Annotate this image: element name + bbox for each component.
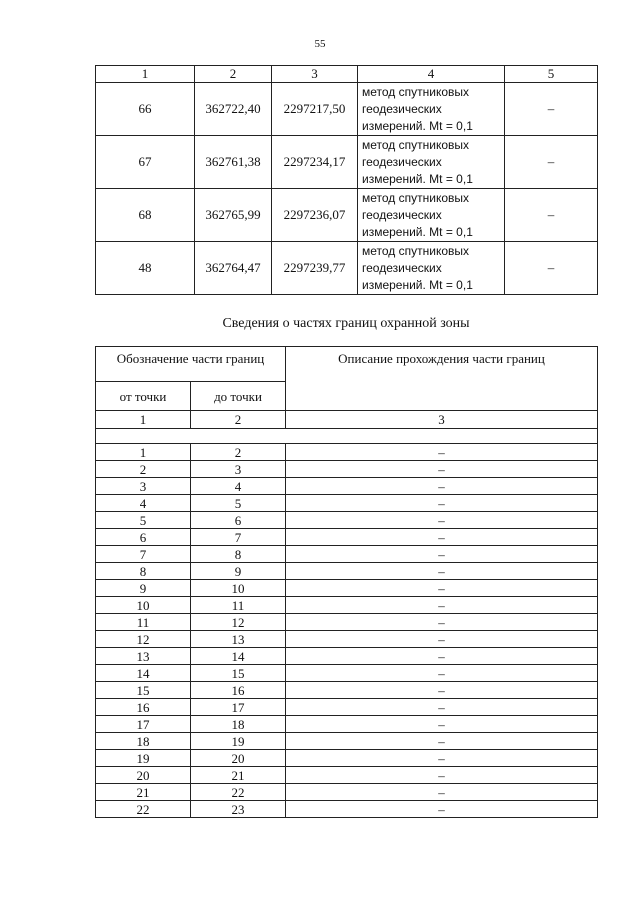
coordinate-x: 362765,99 xyxy=(195,189,272,242)
to-point-cell: 11 xyxy=(191,597,286,614)
from-point-cell: 8 xyxy=(96,563,191,580)
to-point-cell: 13 xyxy=(191,631,286,648)
description-cell: – xyxy=(286,478,598,495)
to-point-cell: 10 xyxy=(191,580,286,597)
table-row xyxy=(96,580,598,597)
method-line: метод спутниковых xyxy=(362,84,470,99)
table-row xyxy=(96,242,598,295)
to-point-cell: 2 xyxy=(191,444,286,461)
to-point-cell: 6 xyxy=(191,512,286,529)
to-point-cell: 5 xyxy=(191,495,286,512)
description-cell: – xyxy=(286,648,598,665)
coordinate-y: 2297236,07 xyxy=(272,189,358,242)
from-point-cell: 21 xyxy=(96,784,191,801)
description-cell: – xyxy=(286,665,598,682)
method-line: измерений. Mt = 0,1 xyxy=(362,171,473,186)
table-row xyxy=(96,699,598,716)
from-point-cell: 20 xyxy=(96,767,191,784)
to-point-cell: 22 xyxy=(191,784,286,801)
from-point-cell: 3 xyxy=(96,478,191,495)
method-cell xyxy=(358,189,505,242)
description-cell: – xyxy=(286,563,598,580)
coordinate-x: 362761,38 xyxy=(195,136,272,189)
coordinate-y: 2297234,17 xyxy=(272,136,358,189)
empty-row xyxy=(96,429,598,444)
table-row xyxy=(96,461,598,478)
coordinate-x: 362764,47 xyxy=(195,242,272,295)
empty-cell xyxy=(96,429,598,444)
table-row xyxy=(96,512,598,529)
table-row xyxy=(96,682,598,699)
method-line: измерений. Mt = 0,1 xyxy=(362,224,473,239)
column-number: 2 xyxy=(195,66,272,83)
to-point-cell: 23 xyxy=(191,801,286,818)
to-point-cell: 19 xyxy=(191,733,286,750)
description-cell: – xyxy=(286,546,598,563)
table-row xyxy=(96,136,598,189)
to-point-cell: 4 xyxy=(191,478,286,495)
table-row xyxy=(96,733,598,750)
from-point-cell: 4 xyxy=(96,495,191,512)
from-point-cell: 11 xyxy=(96,614,191,631)
description-cell: – xyxy=(286,682,598,699)
header-boundary-description: Описание прохождения части границ xyxy=(286,347,598,411)
from-point-cell: 10 xyxy=(96,597,191,614)
method-line: геодезических xyxy=(362,260,442,275)
description-cell: – xyxy=(286,597,598,614)
to-point-cell: 17 xyxy=(191,699,286,716)
header-from-point: от точки xyxy=(96,382,191,411)
from-point-cell: 16 xyxy=(96,699,191,716)
column-number: 1 xyxy=(96,411,191,429)
method-cell xyxy=(358,83,505,136)
method-line: метод спутниковых xyxy=(362,137,470,152)
to-point-cell: 14 xyxy=(191,648,286,665)
description-cell: – xyxy=(286,750,598,767)
method-cell xyxy=(358,136,505,189)
description-cell: – xyxy=(286,444,598,461)
from-point-cell: 14 xyxy=(96,665,191,682)
note-cell: – xyxy=(505,83,598,136)
point-number: 48 xyxy=(96,242,195,295)
from-point-cell: 2 xyxy=(96,461,191,478)
method-line: геодезических xyxy=(362,101,442,116)
column-number: 4 xyxy=(358,66,505,83)
to-point-cell: 8 xyxy=(191,546,286,563)
coordinates-table xyxy=(95,65,598,295)
to-point-cell: 21 xyxy=(191,767,286,784)
from-point-cell: 17 xyxy=(96,716,191,733)
note-cell: – xyxy=(505,136,598,189)
from-point-cell: 6 xyxy=(96,529,191,546)
to-point-cell: 7 xyxy=(191,529,286,546)
from-point-cell: 7 xyxy=(96,546,191,563)
description-cell: – xyxy=(286,699,598,716)
table-row xyxy=(96,563,598,580)
from-point-cell: 18 xyxy=(96,733,191,750)
table-row xyxy=(96,716,598,733)
header-to-point: до точки xyxy=(191,382,286,411)
table-row xyxy=(96,444,598,461)
description-cell: – xyxy=(286,631,598,648)
description-cell: – xyxy=(286,767,598,784)
table-row xyxy=(96,546,598,563)
method-line: метод спутниковых xyxy=(362,243,470,258)
column-number: 3 xyxy=(286,411,598,429)
method-cell xyxy=(358,242,505,295)
from-point-cell: 12 xyxy=(96,631,191,648)
coordinate-y: 2297239,77 xyxy=(272,242,358,295)
to-point-cell: 3 xyxy=(191,461,286,478)
table-row xyxy=(96,83,598,136)
note-cell: – xyxy=(505,242,598,295)
method-line: метод спутниковых xyxy=(362,190,470,205)
column-number: 2 xyxy=(191,411,286,429)
from-point-cell: 15 xyxy=(96,682,191,699)
from-point-cell: 1 xyxy=(96,444,191,461)
method-line: измерений. Mt = 0,1 xyxy=(362,118,473,133)
to-point-cell: 20 xyxy=(191,750,286,767)
from-point-cell: 19 xyxy=(96,750,191,767)
method-line: измерений. Mt = 0,1 xyxy=(362,277,473,292)
to-point-cell: 12 xyxy=(191,614,286,631)
from-point-cell: 5 xyxy=(96,512,191,529)
table-row xyxy=(96,767,598,784)
table-header-row xyxy=(96,66,598,83)
table-row xyxy=(96,648,598,665)
table-row xyxy=(96,665,598,682)
table-row xyxy=(96,750,598,767)
table-row xyxy=(96,478,598,495)
point-number: 68 xyxy=(96,189,195,242)
description-cell: – xyxy=(286,495,598,512)
table-row xyxy=(96,495,598,512)
coordinate-x: 362722,40 xyxy=(195,83,272,136)
description-cell: – xyxy=(286,529,598,546)
description-cell: – xyxy=(286,784,598,801)
column-number: 1 xyxy=(96,66,195,83)
section-title: Сведения о частях границ охранной зоны xyxy=(222,316,470,331)
from-point-cell: 22 xyxy=(96,801,191,818)
table-row xyxy=(96,529,598,546)
header-boundary-designation: Обозначение части границ xyxy=(96,347,286,382)
to-point-cell: 9 xyxy=(191,563,286,580)
method-line: геодезических xyxy=(362,207,442,222)
to-point-cell: 18 xyxy=(191,716,286,733)
boundary-parts-table xyxy=(95,346,598,818)
table-row xyxy=(96,614,598,631)
description-cell: – xyxy=(286,733,598,750)
table-row xyxy=(96,597,598,614)
column-number: 3 xyxy=(272,66,358,83)
page-number: 55 xyxy=(314,38,326,50)
table-row xyxy=(96,189,598,242)
to-point-cell: 16 xyxy=(191,682,286,699)
column-number: 5 xyxy=(505,66,598,83)
column-numbers-row xyxy=(96,411,598,429)
table-header-row xyxy=(96,347,598,382)
table-row xyxy=(96,631,598,648)
description-cell: – xyxy=(286,580,598,597)
description-cell: – xyxy=(286,801,598,818)
description-cell: – xyxy=(286,614,598,631)
table-row xyxy=(96,801,598,818)
description-cell: – xyxy=(286,461,598,478)
from-point-cell: 9 xyxy=(96,580,191,597)
to-point-cell: 15 xyxy=(191,665,286,682)
table-row xyxy=(96,784,598,801)
note-cell: – xyxy=(505,189,598,242)
description-cell: – xyxy=(286,716,598,733)
description-cell: – xyxy=(286,512,598,529)
point-number: 66 xyxy=(96,83,195,136)
coordinate-y: 2297217,50 xyxy=(272,83,358,136)
method-line: геодезических xyxy=(362,154,442,169)
from-point-cell: 13 xyxy=(96,648,191,665)
point-number: 67 xyxy=(96,136,195,189)
